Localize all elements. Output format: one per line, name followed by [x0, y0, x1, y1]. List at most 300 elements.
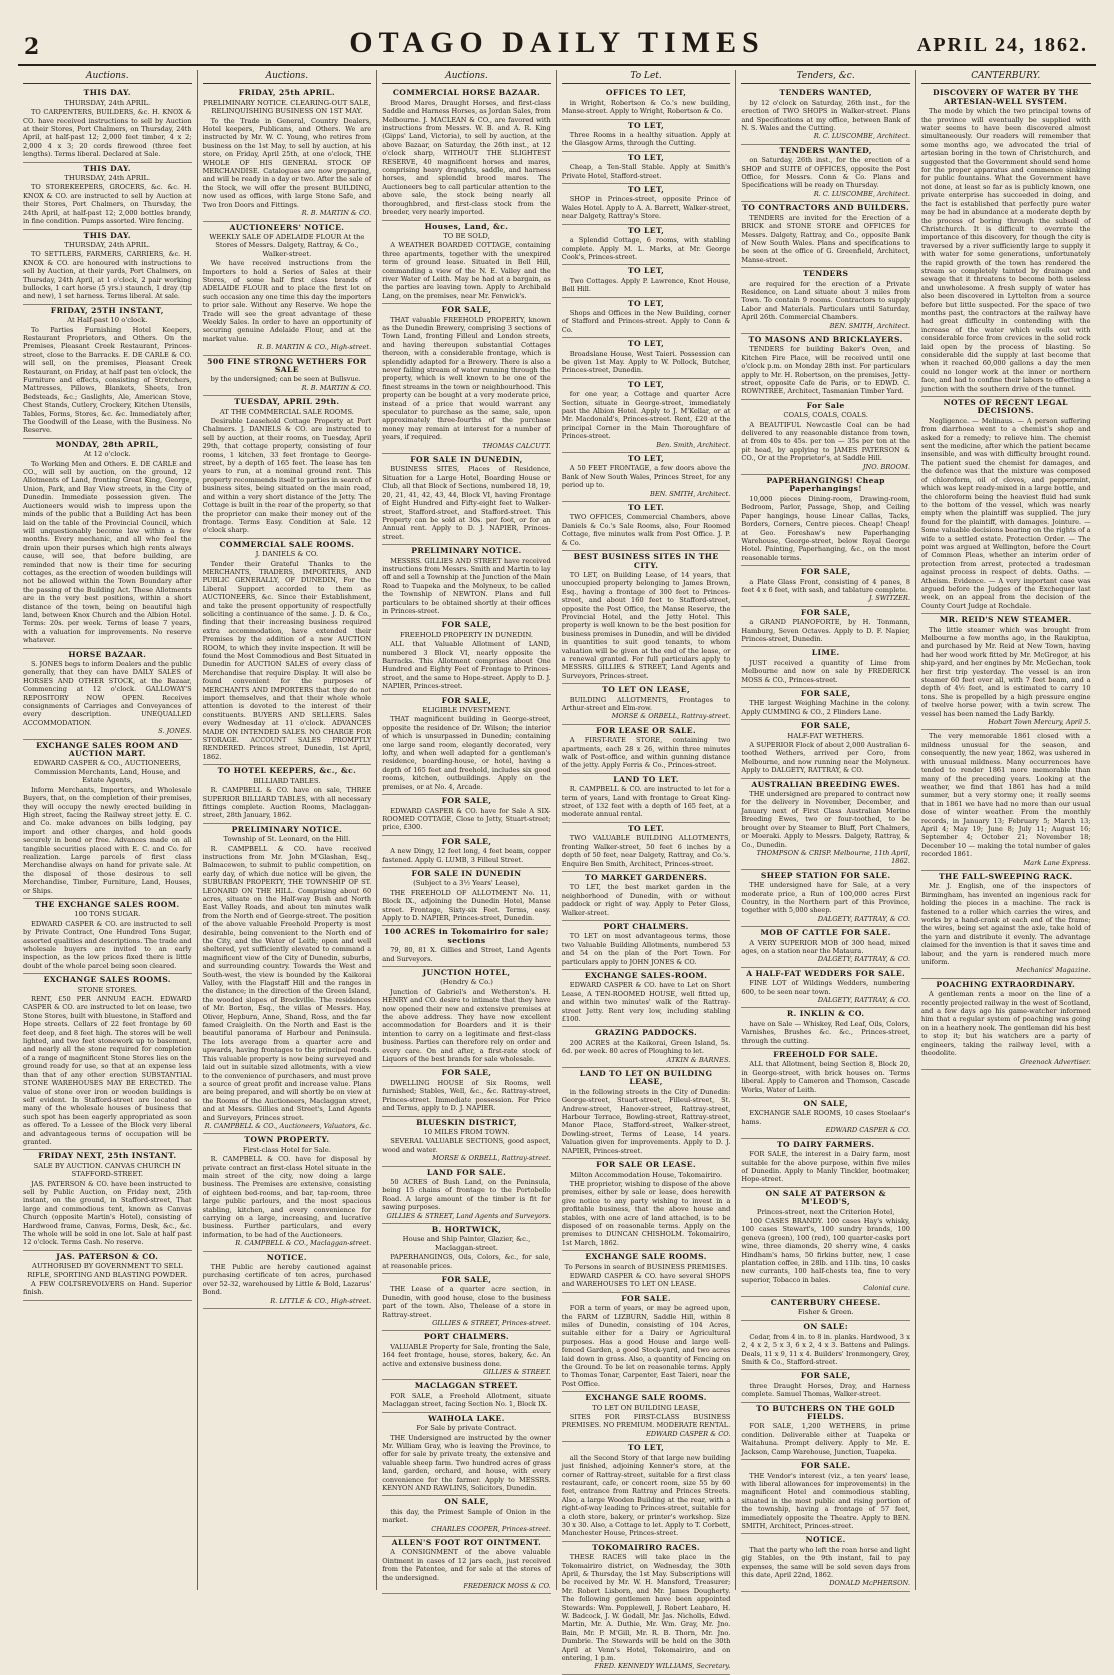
ad-sub: (Subject to a 3½ Years' Lease),: [413, 879, 520, 888]
ad-sub: First-class Hotel for Sale.: [242, 1145, 331, 1154]
advertisement: [562, 1442, 731, 1541]
advertisement: [562, 1251, 731, 1293]
advertisement: [203, 356, 372, 397]
ad-title: PRELIMINARY NOTICE.: [231, 824, 343, 834]
ad-sign: ATKIN & BARNES.: [666, 1055, 731, 1064]
ad-body: Cedar, from 4 in. to 8 in. planks. Hardwood, 3 x 2, 4 x 2, 5 x 3, 6 x 2, 4 x 3. Battens and Palings. Deals, 11 x 9, 11 x 4. Builders' Ironmongery, Grey, Smith & Co., Stafford-street.: [741, 1332, 910, 1367]
ad-title: FOR SALE IN DUNEDIN,: [410, 455, 523, 465]
advertisement: [23, 163, 192, 230]
ad-title: EXCHANGE SALE ROOMS.: [585, 1393, 707, 1403]
ad-sub: Township of St. Leonard, on the Hill.: [223, 835, 351, 844]
advertisement: [921, 979, 1091, 1070]
advertisement: [921, 614, 1091, 730]
ad-title: FRIDAY, 25TH INSTANT,: [50, 305, 164, 315]
ad-body: by 12 o'clock on Saturday, 26th inst., for the erection of TWO SHOPS in Walker-street. Plans and Specifications at my office, between Bank of N. S. Wales and the Cutting.: [741, 98, 910, 133]
ad-body: That the party who left the roan horse and light gig Stables, on the 9th instant, fail to pay expenses, the same will be sold seven days from this date, April 22nd, 1862.: [741, 1545, 910, 1579]
advertisement: [562, 684, 731, 725]
ad-sub: For Sale by private Contract.: [416, 1424, 517, 1433]
ad-title: MACLAGGAN STREET.: [414, 1381, 519, 1391]
ad-body: TO CARPENTERS, BUILDERS, &c. H. KNOX & CO. have received instructions to sell by Auction at their Stores, Port Chalmers, on Thursday, 24th April, at half-past 12; 2,000 feet timber, 4 x 2; 2,000 4 x 3; 20 cords firewood (three feet lengths). Terms liberal. Declared at Sale.: [23, 108, 192, 159]
masthead: [0, 0, 1114, 62]
ad-title: TO CONTRACTORS AND BUILDERS.: [742, 203, 910, 213]
ad-body: Mr. J. English, one of the inspectors of Birmingham, has invented an ingenious rack for holding the pieces in a machine. The rack is fastened to a roller which carries the wires, and works by a hand-crank at each end of the frame; the wires, being set against the axle, take hold of the yarn and distribute it evenly. The advantage claimed for the invention is that it saves time and labour, and the yarn is rendered much more uniform.: [920, 882, 1091, 967]
ad-sub: Milton Accommodation House, Tokomairiro.: [569, 1170, 723, 1179]
ad-sign: R. CAMPBELL & CO., Maclaggan-street.: [235, 1239, 372, 1248]
ad-title: EXCHANGE SALES-ROOM.: [584, 970, 708, 980]
advertisement: [562, 1068, 731, 1159]
ad-body: RENT, £50 PER ANNUM EACH. EDWARD CASPER & CO. are instructed to let on lease, two Stone Stores, built with bluestone, in Stafford and Hope streets. Cellars of 22 feet frontage by 60 feet deep, and 8 feet high. The stores will be well lighted, and two feet stonework up to basement, and nearly all the stone required for completion of a range of magnificent Stone Stores lies on the ground ready for use, so that at an expense less than that of any other erection SUBSTANTIAL STONE WAREHOUSES MAY BE ERECTED. The value of stone over iron or wooden buildings is self evident. In Stafford-street are located so many of the wholesale houses of business that such spot has been eagerly appropriated as soon as offered. To a Lessee of the Block very liberal and advantageous terms of occupation will be granted.: [23, 995, 192, 1146]
advertisement: [382, 1331, 551, 1380]
ad-body: Junction of Gabriel's and Wetherston's. H. HENRY and CO. desire to intimate that they have now opened their new and extensive premises at the above address. They have now excellent accommodation for Boarders and it is their intention to carry on a legitimate and first-class business. Parties can therefore rely on order and every care. On and after, a first-rate stock of Liquors of the best brands for sale wholesale.: [382, 987, 551, 1064]
ad-title: 500 FINE STRONG WETHERS FOR SALE: [207, 356, 367, 374]
ad-sign: S. JONES.: [158, 727, 192, 736]
ad-title: FOR SALE OR LEASE.: [596, 1160, 696, 1170]
ad-body: TO SETTLERS, FARMERS, CARRIERS, &c. H. KNOX & CO. are honoured with instructions to sell by Auction, at their yards, Port Chalmers, on Thursday, 24th April, at 1 o'clock, 2 pair working bullocks, 1 cart horse (5 yrs.) staunch, 1 dray (tip and new), 1 set harness. Terms liberal. At sale.: [23, 250, 192, 301]
ad-sign: DALGETY, RATTRAY, & CO.: [817, 996, 910, 1004]
advertisement: [562, 379, 731, 453]
ad-title: MR. REID'S NEW STEAMER.: [939, 615, 1072, 625]
ad-title: FOR SALE,: [441, 695, 492, 705]
advertisement: [23, 87, 192, 162]
ad-sub: HALF-FAT WETHERS.: [787, 731, 864, 740]
advertisement: [741, 145, 910, 202]
ad-sub: ELIGIBLE INVESTMENT.: [422, 706, 511, 715]
advertisement: [741, 202, 910, 268]
ad-title: MONDAY, 28th APRIL,: [55, 439, 159, 449]
advertisement: [382, 619, 551, 694]
ad-body: R. CAMPBELL & CO. have for disposal by private contract an first-class Hotel situate in the main street of the city, now doing a large business. The Premises are extensive, consisting of eighteen bed-rooms, and bar, tap-room, three large public parlours, and the most spacious stabling, kitchen, and every convenience for carrying on a large, increasing, and lucrative business. Further particulars, and every information, to be had of the Auctioneers.: [202, 1155, 372, 1239]
advertisement: [741, 87, 910, 144]
ad-body: all the Second Story of that large new building just finished, adjoining Kenner's store, at the corner of Rattray-street, suitable for a first class restaurant, cafe, or concert room, size 55 by 60 feet, entrance from Rattray and Princes Streets. Also, a large Wooden Building at the rear, with a right-of-way leading to Princes-street, suitable for a cloth store, bakery, or printer's workshop. Size 30 x 30. Also, a Cottage to let. Apply to T. Corbett, Manchester House, Princes-street.: [561, 1453, 731, 1538]
ad-title: TO LET,: [627, 120, 665, 130]
ad-body: TO LET, on Building Lease, of 14 years, that unoccupied property belonging to James Brown, Esq., having a frontage of 300 feet to Princes-street, and about 160 feet to Stafford-street, opposite the Post Office, the Manse Reserve, the Provincial Hotel, and the Jetty Hotel. This property is well known to be the best position for business premises in Dunedin, and will be divided in quantities to suit good tenants, to whom valuation will be given at the end of the lease, or a renewal granted. For full particulars apply to MESSRS. GILLIES & STREET, Land Agents and Surveyors, Princes-street.: [561, 570, 731, 680]
advertisement: [741, 1534, 910, 1591]
ad-sign: R. B. MARTIN & CO., High-street.: [257, 343, 372, 352]
ad-title: PORT CHALMERS.: [423, 1332, 510, 1342]
column-heading: Tenders, &c.: [741, 70, 910, 84]
ad-sign: Colonial cure.: [863, 1284, 910, 1293]
advertisement: [382, 1413, 551, 1497]
ad-title: TO LET.: [628, 823, 665, 833]
ad-body: A VERY SUPERIOR MOB of 300 head, mixed ages, on a station near the Mataura.: [741, 938, 910, 955]
ad-title: Houses, Land, &c.: [424, 221, 509, 231]
ad-body: THE undersigned are prepared to contract now for the delivery in November, December, and January next of First Class Australian Merino Breeding Ewes, two or four-toothed, to be brought over by Steamer to Bluff, Port Chalmers, or Moeraki. Apply to Messrs. Dalgety, Rattray, & Co., Dunedin.: [741, 790, 910, 849]
ad-title: FREEHOLD FOR SALE.: [773, 1050, 879, 1060]
ad-title: THIS DAY.: [83, 163, 131, 173]
advertisement: [921, 87, 1091, 397]
ad-title: FRIDAY, 25th APRIL.: [238, 88, 336, 98]
advertisement: [741, 647, 910, 688]
ad-title: THIS DAY.: [83, 88, 131, 98]
ad-title: FOR SALE,: [441, 796, 492, 806]
ad-body: a GRAND PIANOFORTE, by H. Tonmann, Hamburg, Seven Octaves. Apply to D. F. Napier, Princes-street, Dunedin.: [741, 618, 910, 643]
ad-sub: WEEKLY SALE OF ADELAIDE FLOUR At the Stores of Messrs. Dalgety, Rattray, & Co., Walker-street.: [209, 232, 365, 258]
column-heading: Auctions.: [203, 70, 372, 84]
ad-title: 100 ACRES in Tokomairiro for sale; sections: [384, 927, 549, 945]
ad-sign: Ben. Smith, Architect.: [656, 440, 731, 449]
ad-body: SITES FOR FIRST-CLASS BUSINESS PREMISES. NO PREMIUM. MODERATE RENTAL.: [561, 1413, 731, 1430]
ad-title: EXCHANGE SALE ROOMS.: [585, 1252, 707, 1262]
ad-body: A new Dingy, 12 feet long, 4 feet beam, copper fastened. Apply G. LUMB, 3 Filleul Street.: [382, 847, 551, 864]
advertisement: [203, 396, 372, 539]
ad-sign: R. B. MARTIN & CO.: [301, 383, 372, 392]
ad-body: EXCHANGE SALE ROOMS, 10 cases Stoelaar's hams.: [741, 1109, 910, 1126]
advertisement: [741, 1098, 910, 1139]
ad-body: Negligence. — Melinaus. — A person suffering from diarrhoea went to a chemist's shop and asked for a remedy; to relieve him. The chemist sent the medicine, after which the patient became insensible, and was with difficulty brought round. The patient sued the chemist for damages, and the defence was that the mixture was composed of chloroform, oil of cloves, and peppermint, which was kept ready-mixed in a large bottle, and the chloroform being the heaviest fluid had sunk to the bottom of the vessel, which was nearly empty when the plaintiff was supplied. The jury found for the plaintiff, with damages. Jointure. — Some valuable decisions bearing on the rights of a wife to a settled estate. Protection Order. — The point was argued at Wellington, before the Court of Common Pleas, whether an interim order of protection from arrest, protected a tradesman against process in respect of debts. Oaths. — Atheism. Evidence. — A very important case was argued before the Judges of the Exchequer last week, on an appeal from the decision of the County Court Judge at Rochdale.: [920, 416, 1091, 610]
ad-title: FOR SALE,: [441, 1275, 492, 1284]
advertisement: [741, 607, 910, 648]
advertisement: [741, 1049, 910, 1098]
ad-sign: J. SWITZER.: [868, 594, 910, 603]
ad-title: TENDERS WANTED,: [779, 88, 872, 98]
ad-body: To the Trade in General, Country Dealers, Hotel keepers, Publicans, and Others. We are instructed by Mr. W. C. Young, who retires from business on the 1st May, to sell by auction, at his store, on Friday, April 25th, at one o'clock, THE WHOLE OF HIS GENERAL STOCK OF MERCHANDISE. Catalogues are now preparing, and will be ready in a day or two. After the sale of the Stock, we will offer the present BUILDING, now used as offices, with large Stone Safe, and Two Iron Doors and Fittings.: [202, 116, 372, 209]
ad-title: THE FALL-SWEEPING RACK.: [938, 871, 1073, 881]
ad-sign: MORSE & ORBELL, Rattray-street.: [432, 1154, 551, 1163]
ad-sign: R. B. MARTIN & CO.: [301, 209, 372, 218]
ad-title: LIME.: [811, 648, 840, 658]
ad-title: TO LET,: [627, 1443, 665, 1453]
ad-body: THE largest Weighing Machine in the colony. Apply CUMMING & CO., 2 Flinders Lane.: [741, 699, 910, 716]
advertisement: [562, 87, 731, 119]
ad-body: THAT valuable FREEHOLD PROPERTY, known as the Dunedin Brewery, comprising 3 sections of Town Land, fronting Filleul and London streets, and having thereupon substantial Cottages thereon, with a considerable frontage, which is splendidly adapted for a Brewery. There is also a never failing stream of water running through the property, which is well known to be one of the finest streams in the town or neighbourhood. This property can be bought at a very moderate price, instead of a price that would warrant any speculator to purchase as the same, sale, upon approximately three-fourths of the purchase money may remain at interest for a number of years, if required.: [382, 315, 551, 442]
advertisement: [741, 688, 910, 720]
ad-title: TO LET,: [627, 339, 665, 349]
ad-title: B. HORTWICK,: [431, 1224, 502, 1234]
ad-title: POACHING EXTRAORDINARY.: [936, 979, 1076, 989]
ad-body: JUST received a quantity of Lime from Melbourne and now on sale by FREDERICK MOSS & CO., Princes-street.: [741, 658, 910, 684]
advertisement: [562, 551, 731, 684]
ad-sign: MORSE & ORBELL, Rattray-street.: [611, 712, 731, 721]
ad-body: R. CAMPBELL & CO. are instructed to let for a term of years, Land with frontage to Great King-street, of 132 feet with a depth of 165 feet, at a moderate annual rental.: [561, 785, 731, 819]
ad-title: HORSE BAZAAR.: [68, 649, 147, 659]
ad-title: ALLEN'S FOOT ROT OINTMENT.: [391, 1537, 542, 1547]
ad-title: SHEEP STATION FOR SALE.: [760, 870, 891, 880]
ad-sign: Mechanics' Magazine.: [1016, 966, 1091, 975]
ad-title: TO LET.: [628, 503, 665, 513]
ad-title: FOR SALE.: [800, 1461, 851, 1471]
ad-body: R. CAMPBELL & CO. have on sale, THREE SUPERIOR BILLIARD TABLES, with all necessary fittings complete. Auction Rooms, Maclaggan-street, 28th January, 1862.: [202, 786, 372, 820]
ad-body: 200 ACRES at the Kaikorai, Green Island, 5s. 6d. per week. 80 acres of Ploughing to let.: [561, 1038, 731, 1056]
ad-sub: 10 MILES FROM TOWN.: [423, 1127, 510, 1136]
ad-sign: FRED. KENNEDY WILLIAMS, Secretary.: [594, 1662, 731, 1671]
advertisement: [562, 823, 731, 872]
ad-sign: JNO. BROOM.: [862, 462, 910, 471]
ad-title: NOTES OF RECENT LEGAL DECISIONS.: [943, 398, 1068, 416]
ad-title: TUESDAY, APRIL 29th.: [234, 397, 340, 407]
advertisement: [741, 566, 910, 607]
ad-sub: At 12 o'clock.: [83, 450, 131, 459]
ad-title: FOR SALE IN DUNEDIN: [411, 868, 522, 878]
ad-sub: (Hendry & Co.): [440, 978, 493, 987]
ad-title: TO LET,: [627, 225, 665, 235]
ad-body: Inform Merchants, Importers, and Wholesale Buyers, that, on the completion of their premises, they will occupy the newly erected building in High street, facing the Railway street jetty. E. C. and Co. make advances on bills lodging, pay import and other charges, and hold goods securely in bond or free. Advances made on all tangible securities placed with E. C. and Co. for realization. Large parcels of first class Merchandise always on hand for private sale. At the disposal of those desirous to sell Merchandise, Timber, Furniture, Land, Houses, or Ships.: [23, 785, 192, 895]
ad-body: A gentleman rents a moor on the line of a recently projected railway in the west of Scotland, and a few days ago his game-watcher informed him that a regular system of poaching was going on in a heathery nook. The gentleman did his best to stop it; but his watchers are a party of engineers, taking the railway level, with a theodolite.: [920, 990, 1091, 1058]
ad-title: TO LET,: [627, 266, 665, 276]
ad-body: PAPERHANGINGS, Oils, Colors, &c., for sale, at reasonable prices.: [382, 1253, 551, 1270]
ad-title: OFFICES TO LET,: [605, 88, 687, 98]
column-5: [736, 70, 916, 1590]
ad-body: FOR SALE, a Freehold Allotment, situate Maclaggan street, facing Section No. 1, Block IX.: [382, 1391, 551, 1409]
advertisement: [741, 475, 910, 566]
advertisement: [203, 1252, 372, 1309]
advertisement: [741, 400, 910, 475]
advertisement: [741, 1139, 910, 1188]
column-1: [18, 70, 198, 1590]
advertisement: [562, 502, 731, 551]
ad-title: TOWN PROPERTY.: [244, 1135, 330, 1145]
ad-body: FINE LOT of Wildings Wedders, numbering 600, to be seen near town.: [741, 979, 910, 996]
ad-title: For Sale: [806, 400, 845, 410]
ad-body: 79, 80, 81 X. Gillies and Street, Land Agents and Surveyors.: [382, 946, 551, 963]
advertisement: [562, 265, 731, 297]
ad-body: THE undersigned have for Sale, at a very moderate price, a Run of 100,000 acres First Country, in the Northern part of this Province, together with 5,000 sheep.: [741, 881, 910, 915]
ad-body: BUSINESS SITES, Places of Residence, Situation for a Large Hotel, Boarding House or Club, all that Block of Sections, numbered 18, 19, 20, 21, 41, 42, 43, 44, Block VI, having Frontage of Eight Hundred and Fifty-eight feet to Walker-street, Stafford-street, and Stafford-street. This Property can be sold at 30s. per foot, or for an Annual rent. Apply to D. J. NAPIER, Princes-street.: [382, 465, 551, 541]
advertisement: [562, 774, 731, 823]
ad-sub: THURSDAY, 24th APRIL.: [64, 98, 151, 107]
advertisement: [382, 868, 551, 926]
advertisement: [562, 1159, 731, 1251]
ad-title: JUNCTION HOTEL,: [422, 968, 511, 977]
ad-sub: AT THE COMMERCIAL SALE ROOMS.: [219, 407, 354, 416]
ad-body: FOR a term of years, or may be agreed upon, the FARM of LIZBURN, Saddle Hill, within 8 miles of Dunedin, consisting of 104 Acres, suitable either for a Dairy or Agricultural purposes. Has a good House and large well-fenced Garden, a good Stock-yard, and two acres laid down in grass. Also, a quantity of Fencing on the Ground. To be let on reasonable terms. Apply to Thomas Tonar, Carpenter, East Taieri, near the Post Office.: [561, 1304, 731, 1388]
ad-body: The mode by which the two principal towns of the province will eventually be supplied with water seems to have been discovered almost simultaneously. Our readers will remember that some months ago, we advocated the trial of artesian boring in the town of Christchurch, and suggested that the Government should send home for the proper apparatus and commence sinking for public fountains. What the Government have not done, at least so far as is publicly known, one private enterprise has succeeded in doing, and the fact is established that perfectly pure water may be had in abundance at a moderate depth by the process of boring through the subsoil of Christchurch. It is difficult to overrate the importance of this discovery, for though the city is traversed by a river sufficiently large to supply it with water for some generations, unfortunately the rapid growth of the town has rendered the stream so completely tainted by drainage and sewage that it threatens to become both useless and unwholesome. A fresh supply of water has also been discovered in Lyttelton from a source before but little suspected. For the space of two months past, the contractors at the railway have had great difficulty in contending with the increase of the water which wells out with considerable force from crevices in the solid rock laid open by the process of blasting. So considerable did the supply at last become that when it reached 60,000 gallons a day the men could no longer work at the inner or northern face, and had to confine their labors to effecting a junction with the southern drive of the tunnel.: [920, 107, 1091, 393]
ad-body: on Saturday, 26th inst., for the erection of a SHOP and SUITE of OFFICES, opposite the Post Office, for Messrs. Conn & Co. Plans and Specifications will be ready on Thursday.: [741, 156, 910, 190]
advertisement: [562, 453, 731, 502]
ad-title: TO MARKET GARDENERS.: [584, 872, 708, 882]
advertisement: [562, 921, 731, 970]
ad-title: TENDERS WANTED,: [779, 145, 872, 155]
advertisement: [382, 1224, 551, 1274]
ad-sign: R. C. LUSCOMBE, Architect.: [813, 132, 910, 141]
advertisement: [23, 649, 192, 740]
advertisement: [741, 268, 910, 334]
ad-title: PORT CHALMERS.: [603, 921, 689, 931]
ad-body: EDWARD CASPER & CO. have several SHOPS and WAREHOUSES TO LET ON LEASE.: [561, 1271, 731, 1289]
ad-title: TO LET,: [627, 298, 665, 308]
ad-title: ON SALE AT PATERSON & M'LEOD'S,: [765, 1188, 886, 1207]
advertisement: [921, 730, 1091, 871]
ad-body: FOR SALE, the interest in a Dairy farm, most suitable for the above purpose, within five miles of Dunedin. Apply to Manly Tinckler, bootmaker, Hope-street.: [741, 1150, 910, 1184]
advertisement: [23, 974, 192, 1150]
advertisement: [562, 1027, 731, 1068]
ad-body: 10,000 pieces Dining-room, Drawing-room, Bedroom, Parlor, Passage, Shop, and Ceiling Paper hangings, house Linear Callas, Tacks, Borders, Corners, Centre pieces. Cheap! Cheap! at Geo. Foreshaw's new Paperhanging Warehouse, George-street, below Royal George Hotel. Painting, Paperhanging, &c., on the most reasonable terms.: [741, 494, 910, 562]
advertisement: [23, 305, 192, 439]
ad-body: this day, the Primest Sample of Onion in the market.: [382, 1507, 551, 1525]
ad-title: PAPERHANGINGS! Cheap Paperhangings!: [766, 476, 885, 494]
advertisement: [741, 1460, 910, 1534]
ad-body: TO LET, the best market garden in the neighborhood of Dunedin, with or without paddock or right of way. Apply to Peter Gloss, Walker-street.: [561, 883, 731, 917]
ad-body: The little steamer which was brought from Melbourne a few months ago, in the Raukiptua, and purchased by Mr. Reid at New Town, having had her wood work fitted by Mr. McGregor, at his ship-yard, and her engines by Mr. McGechan, took her first trip yesterday. The vessel is an iron steamer 60 feet over all, with 7 feet beam, and a depth of 4½ feet, and is estimated to carry 10 tons. She is propelled by a high pressure engine of twelve horse power, with a twin screw. The vessel has been named the Lady Barkly.: [920, 625, 1091, 718]
ad-title: PRELIMINARY NOTICE.: [411, 546, 522, 556]
ad-title: FOR SALE,: [800, 689, 851, 698]
ad-title: TO BUTCHERS ON THE GOLD FIELDS.: [756, 1403, 896, 1422]
ad-body: EDWARD CASPER & CO. are instructed to sell by Private Contract, One Hundred Tons Sugar, assorted qualities and descriptions. The trade and wholesale buyers are invited to an early inspection, as the low prices fixed there is little doubt of the whole parcel being soon cleared.: [23, 919, 192, 970]
ad-body: in the following streets in the City of Dunedin: George-street, Stuart-street, Filleul-street, St. Andrew-street, Hanover-street, Rattray-street, Harbour Terrace, Bowling-street, Rattray-street, Manor Place, Stafford-street, Walker-street, Dowling-street, Terms of Lease, 14 years. Valuation given for improvements. Apply to D. J. NAPIER, Princes-street.: [561, 1087, 731, 1155]
advertisement: [23, 899, 192, 974]
ad-sub: 100 TONS SUGAR.: [74, 910, 141, 919]
ad-sub: COALS, COALS, COALS.: [783, 411, 868, 420]
advertisement: [562, 298, 731, 339]
column-6: [916, 70, 1096, 1590]
ad-body: A FEW COLTSREVOLVERS on Hand. Superior finish.: [23, 1280, 192, 1297]
ad-sub: EDWARD CASPER & CO., AUCTIONEERS, Commission Merchants, Land, House, and Estate Agents,: [33, 759, 182, 785]
advertisement: [741, 1297, 910, 1322]
ad-body: THE Undersigned are instructed by the owner Mr. William Gray, who is leaving the Province, to offer for sale by private treaty, the extensive and valuable sheep farm. Two hundred acres of grass land, garden, orchard, and house, with every convenience for the farmer. Apply to MESSRS. KENYON AND RAWLINS, Solicitors, Dunedin.: [382, 1433, 551, 1492]
ad-body: A BEAUTIFUL Newcastle Coal can be had delivered to any reasonable distance from town, at from 40s to 45s. per ton — 35s per ton at the pit head, by applying to JAMES PATERSON & CO., Or at the Proprietor's, at Saddle Hill.: [741, 420, 910, 463]
ad-title: TO DAIRY FARMERS.: [776, 1139, 875, 1149]
advertisement: [921, 397, 1091, 614]
advertisement: [23, 740, 192, 899]
advertisement: [382, 221, 551, 305]
ad-body: 100 CASES BRANDY. 100 cases Hay's whisky, 100 cases Stewart's, 100 sundry brands, 100 geneva (green), 100 (red), 100 quarter-casks port wine, three diamonds, 20 sherry wine, 4 casks Hindham's hams, 50 firkins butter, new, 1 case plantation coffee, in 28lb. and 11lb. tins, 10 casks new currants, 100 half-chests tea, fine to very superior, Tobacco in bales.: [741, 1216, 910, 1284]
ad-body: have on Sale — Whiskey, Red Leaf, Oils, Colors, Varnishes, Brushes &c. &c., Princes-street, through the cutting.: [741, 1019, 910, 1045]
ad-sign: THOMAS CALCUTT.: [482, 441, 551, 450]
ad-sign: DALGETY, RATTRAY, & CO.: [817, 914, 910, 923]
advertisement: [23, 1251, 192, 1301]
advertisement: [562, 1293, 731, 1392]
ad-sign: DALGETY, RATTRAY, & CO.: [817, 955, 910, 964]
ad-sub: THURSDAY, 24th APRIL.: [64, 240, 151, 249]
masthead-rule: [18, 64, 1096, 66]
ad-title: COMMERCIAL HORSE BAZAAR.: [392, 88, 541, 98]
ad-title: CANTERBURY CHEESE.: [770, 1297, 881, 1307]
ad-title: ON SALE,: [444, 1497, 489, 1507]
ad-title: FOR LEASE OR SALE.: [596, 725, 696, 735]
column-4: [557, 70, 737, 1671]
advertisement: [382, 1380, 551, 1412]
ad-sub: SALE BY AUCTION. CANVAS CHURCH IN STAFFORD-STREET.: [33, 1161, 181, 1179]
ad-sub: TO LET ON BUILDING LEASE,: [592, 1403, 701, 1412]
ad-body: Brood Mares, Draught Horses, and first-class Saddle and Harness Horses, as Jordan Sales, from Melbourne. J. MACLEAN & CO., are favored with instructions from Messrs. W. B. and A. R. King (Gipps' Land, Victoria), to sell by auction, at the above Bazaar, on Saturday, the 26th inst., at 12 o'clock sharp, WITHOUT THE SLIGHTEST RESERVE, 40 magnificent horses and mares, comprising heavy draughts, saddle, and harness horses, and splendid brood mares. The Auctioneers beg to call particular attention to the above sale, the stock being nearly all thoroughbred, and first-class stock from the breeder, very nearly imported.: [382, 98, 551, 217]
ad-title: TO HOTEL KEEPERS, &c., &c.: [217, 766, 357, 776]
advertisement: [921, 871, 1091, 979]
page-number: 2: [24, 34, 40, 60]
ad-sign: Greenock Advertiser.: [1020, 1057, 1091, 1066]
ad-sub: BILLIARD TABLES.: [253, 776, 321, 785]
advertisement: [23, 1150, 192, 1250]
ad-body: TO STOREKEEPERS, GROCERS, &c. &c. H. KNOX & CO. are instructed to sell by Auction at their Stores, Port Chalmers, on Thursday, the 24th April, at half-past 12; 2,000 bottles brandy, in fine condition. Pumps assorted. Wire fencing.: [23, 183, 192, 226]
ad-sub: House and Ship Painter, Glazier, &c., Maclaggan-street.: [402, 1235, 531, 1252]
advertisement: [382, 1067, 551, 1116]
ad-body: R. CAMPBELL & CO. have received instructions from Mr. John M'Glashan, Esq., Balmacewen, to submit to public competition, on early day, of which due notice will be given, the SUBURBAN PROPERTY, THE TOWNSHIP OF ST. LEONARD ON THE HILL. Comprising about 60 acres, situate on the Half-way Bush and North East Valley Roads, and about ten minutes walk from the North end of George-street. The position of the above valuable Freehold Property is most desirable, being convenient to the North end of the City, and the Water of Leith; open and well sheltered, yet sufficiently elevated to command a magnificent view of the City of Dunedin, suburbs, and surrounding country. Towards the West and South-west, the view is bounded by the Kaikorai Valley, with the Flagstaff Hill and the ranges in the distance; in the direction of the Green Island, the wooded slopes of Brockville. The residences of Mr. Borton, Esq., the villas of Messrs. Hay, Oliver, Hepburn, Anne, Shand, Ross, and the far famed Craigleith. On the North and East is the beautiful panorama of Harbour and Peninsula. The lots average from a quarter acre and upwards, having frontages to the principal roads. This valuable property is now being surveyed and laid out in suitable sized allotments, with a view to the convenience of purchasers, and must prove a source of great profit and increase value. Plans are being prepared, and will shortly be on view at the Rooms of the Auctioneers, Maclaggan street, and at Messrs. Gillies and Street's, Land Agents and Surveyors, Princes street.: [202, 844, 372, 1122]
advertisement: [741, 927, 910, 968]
ad-body: Cheap, a Ten-Stall Stable. Apply at Smith's Private Hotel, Stafford-street.: [561, 163, 731, 180]
advertisement: [741, 1370, 910, 1402]
ad-body: JAS. PATERSON & CO. have been instructed to sell by Public Auction, on Friday next, 25th instant, on the ground, in Stafford-street, That large and commodious tent, known as Canvas Church (opposite Martin's Hotel), consisting of Hardwood frame, Canvas, Forms, Desk, &c., &c. The whole will be sold in one lot. Sale at half past 12 o'clock. Terms Cash. No reserve.: [23, 1179, 192, 1247]
ad-body: DWELLING HOUSE of Six Rooms, well furnished; Stables, Well, &c., &c. Rattray-street, Princes-street. Immediate possession. For Price and Terms, apply to D. J. NAPIER.: [382, 1078, 551, 1113]
ad-body: TENDERS are invited for the Erection of a BRICK and STONE STORE and OFFICES for Messrs. Dalgety, Rattray, and Co., opposite Bank of New South Wales. Plans and specifications to be seen at the office of G. Greenfield, Architect, Manse-street.: [741, 213, 910, 264]
advertisement: [741, 1321, 910, 1370]
ad-title: JAS. PATERSON & CO.: [56, 1251, 159, 1261]
advertisement: [382, 1496, 551, 1537]
ad-body: THE Vendor's interest (viz., a ten years' lease, with liberal allowances for improvements) in the magnificent Hotel and commodious stabling, situated in the most public and rising portion of the township, having a frontage of 57 feet, immediately opposite the Theatre. Apply to BEN. SMITH, Architect, Princes-street.: [741, 1471, 910, 1530]
ad-body: TO LET on most advantageous terms, those two Valuable Building Allotments, numbered 53 and 54 on the plan of the Port Town. For particulars apply to JOHN JONES & CO.: [561, 932, 731, 966]
ad-title: FOR SALE,: [800, 567, 851, 577]
ad-sub: PRELIMINARY NOTICE. CLEARING-OUT SALE, RELINQUISHING BUSINESS ON 1ST MAY.: [203, 98, 371, 116]
advertisement: [382, 1117, 551, 1167]
ad-body: To Working Men and Others. E. DE CARLE and CO., will sell by auction, on the ground, 12 Allotments of Land, fronting Great King, George, Union, Park, and Bay View streets, in the City of Dunedin. Immediate possession given. The Auctioneers would wish to impress upon the minds of the public that a Building Act has been laid on the table of the Provincial Council, which will unquestionably become law within a few months. Every mechanic, and all who feel the drain upon their purses which high rents always cause, will see, that before building, are reminded that now is their time for securing cottages, as the erection of wooden buildings will not be allowed within the Town Boundary after the passing of the Building Act. These Allotments are in the very best positions, within a short distance of the town, being on beautiful high land, between Knox Church and the Albion Hotel. Terms: 20s. per week. Terms of lease 7 years, with a valuation for improvements. No reserve whatever.: [23, 459, 192, 645]
ad-body: THE Public are hereby cautioned against purchasing certificate of ten acres, purchased over 52-32, warehoused by Little & Bold, Lazarus' Bond.: [202, 1263, 372, 1297]
ad-body: A 50 FEET FRONTAGE, a few doors above the Bank of New South Wales, Princes Street, for any period up to.: [561, 464, 731, 490]
column-2: [198, 70, 378, 1590]
advertisement: [741, 720, 910, 778]
column-heading: Auctions.: [382, 70, 551, 84]
newspaper-columns: [18, 70, 1096, 1671]
advertisement: [562, 1542, 731, 1675]
ad-title: FOR SALE,: [800, 721, 851, 731]
ad-title: DISCOVERY OF WATER BY THE ARTESIAN-WELL SYSTEM.: [933, 88, 1079, 106]
advertisement: [23, 230, 192, 305]
ad-body: THESE RACES will take place in the Tokomairiro district, on Wednesday, the 30th April, & Thursday, the 1st May. Subscriptions will be received by Mr. W. H. Mansford, Treasurer; Mr. Robert Lisborn, and Mr. James Dougherty. The following gentlemen have been appointed Stewards: Wm. Popplewell, J. Robert Leabaro, H. W. Badcock, J. W. Godall, Mr. Jas. Nicholls, Edwd. Martin, Mr. A. Duthie, Mr. Wm. Gray, Mr. Jno. Bain, Mr. P. M'Gill, Mr. R. B. Thorn, Mr. Jno. Dumbrie. The Stewards will be held on the 30th April at Venn's Hotel, Tokomairiro, and on entering, 1 p.m.: [561, 1553, 731, 1663]
ad-body: 50 ACRES of Bush Land, on the Peninsula, being 15 chains of frontage to the Portobello Road. A large amount of the timber is fit for sawing purposes.: [382, 1177, 551, 1212]
ad-body: A CONSIGNMENT of the above valuable Ointment in cases of 12 jars each, just received from the Patentee, and for sale at the stores of the undersigned.: [382, 1548, 551, 1582]
ad-sign: BEN. SMITH, Architect.: [829, 321, 910, 330]
advertisement: [741, 870, 910, 927]
ad-title: FRIDAY NEXT, 25th INSTANT.: [38, 1151, 177, 1161]
ad-title: TO MASONS AND BRICKLAYERS.: [748, 334, 903, 344]
advertisement: [382, 454, 551, 545]
ad-body: a Plate Glass Front, consisting of 4 panes, 8 feet 4 x 6 feet, with sash, and tablature complete.: [741, 577, 910, 594]
ad-body: THE Lease of a quarter acre section, in Dunedin, with good house, close to the business part of the town. Also, Thelease of a store in Rattray-street.: [382, 1285, 551, 1319]
ad-sign: Mark Lane Express.: [1023, 858, 1091, 867]
ad-sub: THURSDAY, 24th APRIL.: [64, 174, 151, 183]
advertisement: [562, 338, 731, 379]
ad-body: The very memorable 1861 closed with a mildness unusual for the season, and consequently, the new year, 1862, was ushered in with unusual mildness. Many occurrences have tended to render 1861 more memorable than many of the preceding years. Looking at the weather, we find that 1861 has had a mild summer, but a very stormy one; it really seems that in 1861 we have had no more than our usual dose of winter weather. From the monthly records, in January 13; February 5; March 13; April 4; May 19; June 8; July 11; August 16; September 4; October 21; November 18; December 10 — making the total number of gales recorded 1861.: [920, 732, 1091, 859]
advertisement: [382, 695, 551, 795]
advertisement: [562, 225, 731, 266]
ad-sign: GILLIES & STREET, Land Agents and Surveyors.: [386, 1211, 551, 1220]
ad-body: THE FREEHOLD OF ALLOTMENT No. 11, Block IX., adjoining the Dunedin Hotel, Manse street. Frontage, Sixty-six Feet. Terms, easy. Apply to D. NAPIER, Princes-street, Dunedin.: [382, 888, 551, 922]
advertisement: [741, 1403, 910, 1460]
ad-body: SEVERAL VALUABLE SECTIONS, good aspect, wood and water.: [382, 1137, 551, 1154]
ad-title: NOTICE.: [805, 1535, 846, 1545]
ad-sign: GILLIES & STREET, Princes-street.: [432, 1319, 551, 1328]
ad-title: BLUESKIN DISTRICT,: [416, 1117, 517, 1127]
advertisement: [382, 87, 551, 220]
advertisement: [562, 1392, 731, 1442]
ad-sub: To Persons in search of BUSINESS PREMISES.: [564, 1262, 728, 1271]
ad-body: To Parties Furnishing Hotel Keepers, Restaurant Proprietors, and Others. On the Premises, Pleasant Creek Restaurant, Princes-street, close to the Barracks. E. DE CARLE & CO. will sell, on the premises, Pleasant Creek Restaurant, on Friday, at half past ten o'clock, the Furniture and effects, consisting of Stretchers, Mattresses, Pillows, Blankets, Sheets, Iron Bedsteads, &c.; Gaslights, Ale, American Stove, Chest Stands, Cutlery, Crockery, Kitchen Utensils, Tables, Forms, Stores, &c. &c. Immediately after, The Goodwill of the Lease, with the Business. No Reserve.: [23, 325, 192, 435]
advertisement: [562, 970, 731, 1027]
ad-sign: R. CAMPBELL & CO., Auctioneers, Valuators, &c.: [204, 1121, 372, 1130]
ad-body: by the undersigned; can be seen at Bullsvue.: [210, 375, 361, 384]
ad-title: TO LET,: [627, 152, 665, 162]
ad-title: FOR SALE,: [441, 620, 492, 630]
advertisement: [203, 824, 372, 1135]
ad-body: A WEATHER BOARDED COTTAGE, containing three apartments, together with the unexpired term of ground lease. Situated in Bell Hill, commanding a view of the N. E. Valley and the river Water of Leith. May be had at a bargain, as the parties are leaving town. Apply to Archibald Lang, on the premises, near Mr. Fenwick's.: [382, 241, 551, 300]
ad-title: A HALF-FAT WEDDERS FOR SALE.: [746, 968, 906, 978]
advertisement: [23, 439, 192, 649]
ad-title: R. INKLIN & CO.: [786, 1009, 865, 1019]
advertisement: [203, 765, 372, 823]
advertisement: [562, 184, 731, 225]
ad-body: SHOP in Princes-street, opposite Prince of Wales Hotel. Apply to A. A. Barrett, Walker-street, near Dalgety, Rattray's Store.: [561, 195, 731, 221]
column-heading: Auctions.: [23, 70, 192, 84]
ad-body: TWO VALUABLE BUILDING ALLOTMENTS, fronting Walker-street, 50 feet 6 inches by a depth of 50 feet, near Dalgety, Rattray, and Co.'s. Enquire Ben Smith, Architect, Princes-street.: [561, 834, 731, 868]
ad-sign: BEN. SMITH, Architect.: [650, 489, 731, 498]
ad-title: AUSTRALIAN BREEDING EWES.: [751, 779, 901, 789]
ad-body: Tender their Grateful Thanks to the MERCHANTS, TRADERS, IMPORTERS, AND PUBLIC GENERALLY, OF DUNEDIN, For the Liberal Support accorded to them as AUCTIONEERS, &c. Since their Establishment, and take the present opportunity of respectfully soliciting a continuance of the same. J. D. & Co., finding that their increasing business required extra accommodation, have extended their Premises by the addition of a new AUCTION ROOM, to which they invite inspection. It will be found the Most Commodious and Best Situated in Dunedin for AUCTION SALES of every class of Merchandise that require Display. It will also be found convenient for the purposes of MERCHANTS AND IMPORTERS that they do not import themselves, and that their whole whole attention is devoted to the interest of their constituents. BUYERS AND SELLERS. Sales every Wednesday at 11 o'clock. ADVANCES MADE ON INTENDED SALES. NO CHARGE FOR STORAGE. ACCOUNT SALES PROMPTLY RENDERED. Princes street, Dunedin, 1st April, 1862.: [202, 559, 372, 761]
ad-title: EXCHANGE SALES ROOMS.: [43, 975, 171, 985]
ad-body: EDWARD CASPER & CO. have to Let on Short Lease, A TEN-ROOMED HOUSE, well fitted up, and within two minutes' walk of the Rattray-street Jetty. Rent very low, including stabling £100.: [561, 981, 731, 1023]
advertisement: [741, 334, 910, 400]
ad-title: NOTICE.: [266, 1252, 307, 1262]
ad-body: A FIRST-RATE STORE, containing two apartments, each 28 x 26, within three minutes walk of Post-office, and within gunning distance of the jetty. Apply Ferris & Co., Princes-street.: [561, 736, 731, 770]
advertisement: [562, 872, 731, 921]
ad-body: We have received instructions from the Importers to hold a Series of Sales at their Stores, of some half first class brands of ADELAIDE FLOUR and to place the first lot on such occasion any one time this day the importers to prior sale. Without any Reserve. We hope the Trade will see the great advantage of these Weekly Sales. In order to have an opportunity of securing genuine Adelaide Flour, and at the market value.: [202, 259, 372, 343]
ad-sign: R. C. LUSCOMBE, Architect.: [813, 189, 910, 198]
ad-sub: STONE STORES.: [77, 985, 137, 994]
